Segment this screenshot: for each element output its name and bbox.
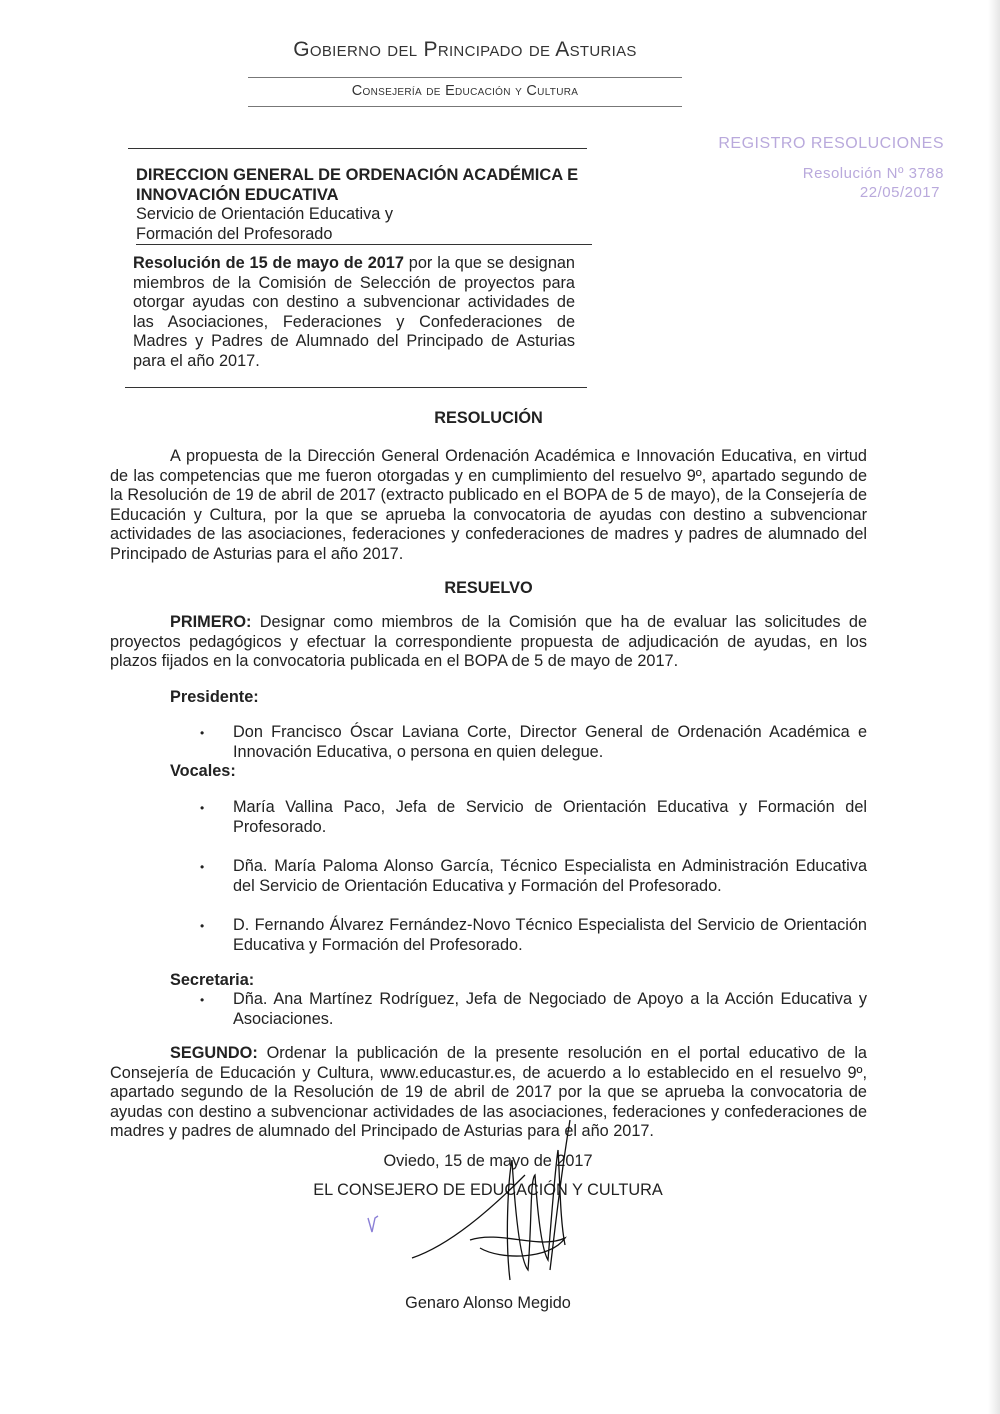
list-item: Don Francisco Óscar Laviana Corte, Director General de Ordenación Académica e Innovación Educativa, o persona en quien delegue. <box>233 723 867 761</box>
list-item: D. Fernando Álvarez Fernández-Novo Técnico Especialista del Servicio de Orientación Educativa y Formación del Profesorado. <box>233 916 867 954</box>
primero-paragraph <box>110 613 867 672</box>
bullet-icon: • <box>200 860 205 874</box>
place-date: Oviedo, 15 de mayo de 2017 <box>383 1152 593 1170</box>
vocales-label: Vocales: <box>170 762 236 780</box>
divider <box>248 77 682 78</box>
signer-title: EL CONSEJERO DE EDUCACIÓN Y CULTURA <box>313 1181 663 1199</box>
presidente-label: Presidente: <box>170 688 259 706</box>
registry-stamp-title: REGISTRO RESOLUCIONES <box>718 135 944 152</box>
office-title-line: INNOVACIÓN EDUCATIVA <box>136 185 339 204</box>
government-header: Gobierno del Principado de Asturias <box>293 38 637 61</box>
office-title <box>136 166 578 205</box>
office-title-line: DIRECCION GENERAL DE ORDENACIÓN ACADÉMICA E <box>136 166 579 184</box>
summary-bold: Resolución de 15 de mayo de 2017 <box>133 254 404 272</box>
primero-text: Designar como miembros de la Comisión que ha de evaluar las solicitudes de proyectos pedagógicos y efectuar la correspondiente propuesta de adjudicación de ayudas, en los plazos fijados en la convocatoria publicada en el BOPA de 5 de mayo de 2017. <box>110 613 867 671</box>
primero-label: PRIMERO: <box>170 613 252 631</box>
divider <box>136 244 592 245</box>
summary-text: por la que se designan miembros de la Comisión de Selección de proyectos para otorgar ayudas con destino a subvencionar actividades de las Asociaciones, Federaciones y Confederaciones de Madres y Padres de Alumnado del Principado de Asturias para el año 2017. <box>133 254 575 370</box>
check-mark-icon <box>368 1216 378 1232</box>
divider <box>128 148 587 149</box>
service-line: Servicio de Orientación Educativa y <box>136 205 394 223</box>
segundo-text: Ordenar la publicación de la presente resolución en el portal educativo de la Consejería de Educación y Cultura, www.educastur.es, de acuerdo a lo establecido en el resuelvo 9º, apartado segundo de la Resolución de 19 de abril de 2017 por la que se aprueba la convocatoria de ayudas con destino a subvencionar actividades de las asociaciones, federaciones y confederaciones de madres y padres de alumnado del Principado de Asturias para el año 2017. <box>110 1044 867 1141</box>
signer-name: Genaro Alonso Megido <box>405 1294 571 1312</box>
bullet-icon: • <box>200 993 205 1007</box>
resolution-summary <box>133 254 575 372</box>
list-item: María Vallina Paco, Jefa de Servicio de Orientación Educativa y Formación del Profesorado. <box>233 798 867 836</box>
divider <box>125 387 587 388</box>
list-item: Dña. María Paloma Alonso García, Técnico Especialista en Administración Educativa del Servicio de Orientación Educativa y Formación del Profesorado. <box>233 857 867 895</box>
registry-stamp-number: Resolución Nº 3788 <box>802 165 944 182</box>
heading-resuelvo: RESUELVO <box>444 579 533 597</box>
scan-edge <box>988 0 1000 1414</box>
department-header: Consejería de Educación y Cultura <box>351 83 579 99</box>
service-line: Formación del Profesorado <box>136 224 333 243</box>
secretaria-label: Secretaria: <box>170 971 255 989</box>
bullet-icon: • <box>200 919 205 933</box>
registry-stamp-date: 22/05/2017 <box>859 184 940 201</box>
intro-paragraph: A propuesta de la Dirección General Ordenación Académica e Innovación Educativa, en virtud de las competencias que me fueron otorgadas y en cumplimiento del resuelvo 9º, apartado segundo de la Resolución de 19 de abril de 2017 (extracto publicado en el BOPA de 5 de mayo), de la Consejería de Educación y Cultura, por la que se aprueba la convocatoria de ayudas con destino a subvencionar actividades de las asociaciones, federaciones y confederaciones de madres y padres de alumnado del Principado de Asturias para el año 2017. <box>110 447 867 563</box>
list-item: Dña. Ana Martínez Rodríguez, Jefa de Negociado de Apoyo a la Acción Educativa y Asociaciones. <box>233 990 867 1028</box>
bullet-icon: • <box>200 726 205 740</box>
office-service <box>136 205 393 244</box>
segundo-label: SEGUNDO: <box>170 1044 258 1062</box>
heading-resolucion: RESOLUCIÓN <box>434 409 543 427</box>
bullet-icon: • <box>200 801 205 815</box>
divider <box>248 106 682 107</box>
signature <box>360 1120 620 1290</box>
